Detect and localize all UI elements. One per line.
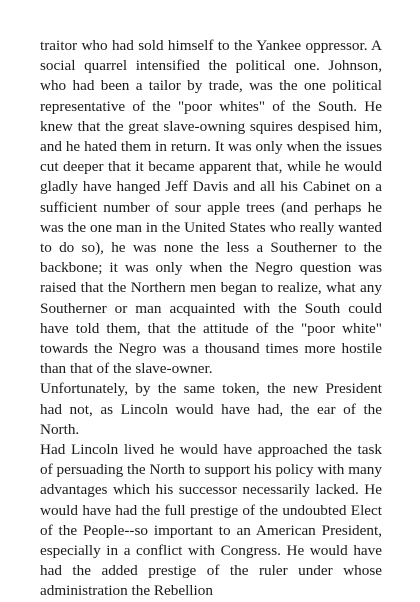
paragraph-1: traitor who had sold himself to the Yankee oppressor. A social quarrel intensified the political one. Johnson, who had been a tailor by trade, was the one political representative of the "poor whites" of the South. He knew that the great slave-owning squires despised him, and he hated them in return. It was only when the issues cut deeper that it became apparent that, while he would gladly have hanged Jeff Davis and all his Cabinet on a sufficient number of sour apple trees (and perhaps he was the one man in the United States who really wanted to do so), he was none the less a Southerner to the backbone; it was only when the Negro question was raised that the Northern men began to realize, what any Southerner or man acquainted with the South could have told them, that the attitude of the "poor white" towards the Negro was a thousand times more hostile than that of the slave-owner. (40, 37, 382, 378)
page-text (40, 36, 382, 602)
paragraph-3: Had Lincoln lived he would have approached the task of persuading the North to support his policy with many advantages which his successor necessarily lacked. He would have had the full prestige of the undoubted Elect of the People--so important to an American President, especially in a conflict with Congress. He would have had the added prestige of the ruler under whose administration the Rebellion (40, 441, 382, 600)
paragraph-2: Unfortunately, by the same token, the new President had not, as Lincoln would have had, the ear of the North. (40, 380, 382, 438)
